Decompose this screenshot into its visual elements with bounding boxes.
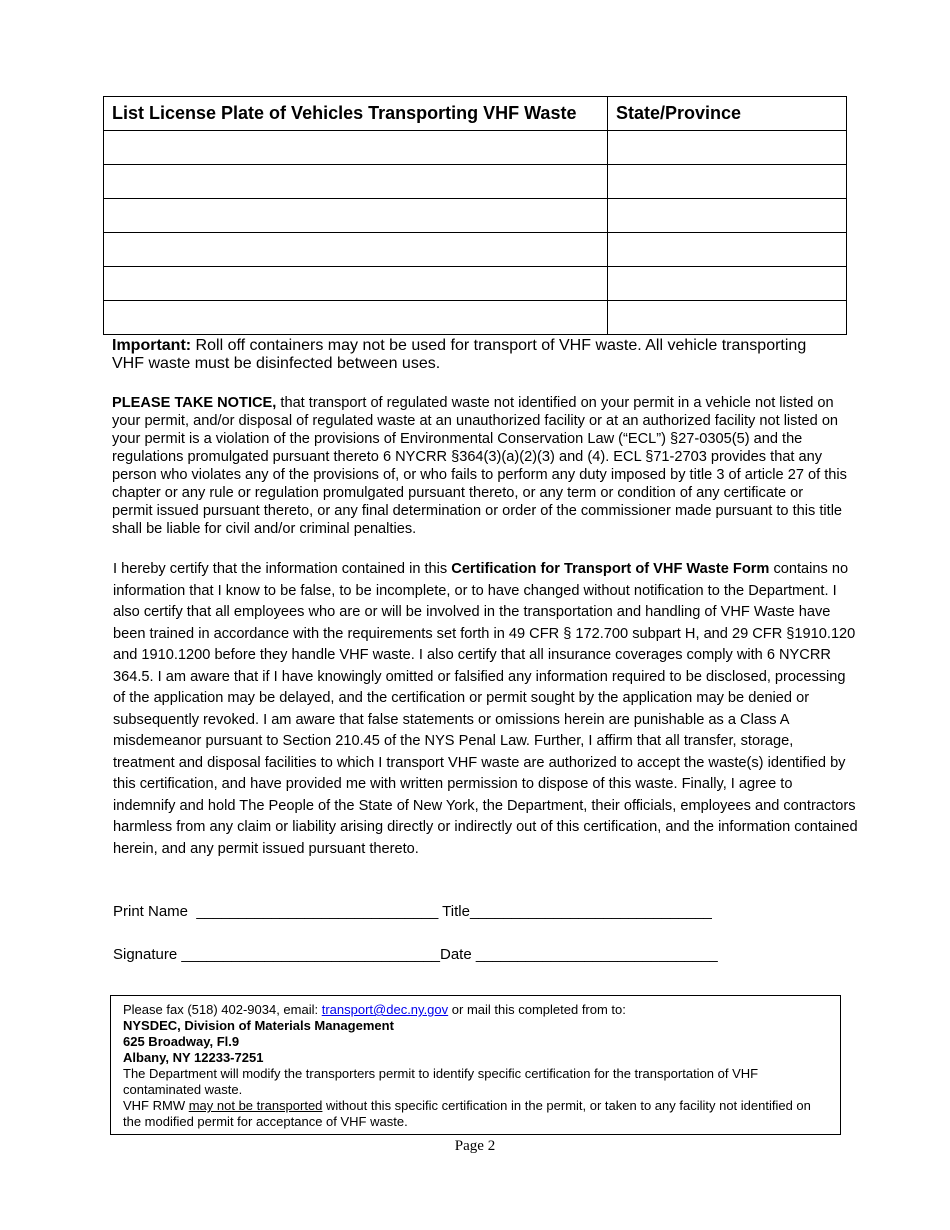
- org-name: [123, 1018, 828, 1034]
- contact-intro-text: Please fax (518) 402-9034, email:: [123, 1002, 322, 1017]
- important-note: [112, 337, 812, 373]
- table-row: [104, 131, 847, 165]
- contact-intro-end: or mail this completed from to:: [448, 1002, 626, 1017]
- print-name-title-line[interactable]: Print Name _____________________________ Title_____________________________: [113, 903, 712, 920]
- rmw-text: [123, 1098, 828, 1130]
- rmw-post: without this specific certification in the permit, or taken to any facility not identified on the modified permit for acceptance of VHF waste.: [123, 1098, 811, 1129]
- important-text: Roll off containers may not be used for transport of VHF waste. All vehicle transporting VHF waste must be disinfected between uses.: [112, 337, 807, 372]
- certification-paragraph: [113, 559, 858, 860]
- license-plate-table: [103, 96, 847, 335]
- state-province-cell[interactable]: [608, 267, 847, 301]
- state-province-header: State/Province: [608, 97, 847, 131]
- license-plate-cell[interactable]: [104, 301, 608, 335]
- contact-intro: [123, 1002, 828, 1018]
- license-plate-cell[interactable]: [104, 199, 608, 233]
- notice-lead: PLEASE TAKE NOTICE,: [112, 395, 277, 411]
- table-row: [104, 165, 847, 199]
- rmw-pre: VHF RMW: [123, 1098, 189, 1113]
- city-address: [123, 1050, 828, 1066]
- certification-pre: I hereby certify that the information contained in this: [113, 561, 452, 577]
- license-plate-cell[interactable]: [104, 165, 608, 199]
- license-plate-header: List License Plate of Vehicles Transporting VHF Waste: [104, 97, 608, 131]
- email-link[interactable]: transport@dec.ny.gov: [321, 1002, 449, 1017]
- state-province-cell[interactable]: [608, 165, 847, 199]
- license-plate-cell[interactable]: [104, 267, 608, 301]
- table-row: [104, 301, 847, 335]
- street-address: [123, 1034, 828, 1050]
- state-province-cell[interactable]: [608, 131, 847, 165]
- state-province-cell[interactable]: [608, 301, 847, 335]
- table-row: [104, 267, 847, 301]
- org-name-text: NYSDEC, Division of Materials Management: [123, 1018, 394, 1033]
- modify-text: The Department will modify the transporters permit to identify specific certification for the transportation of VHF contaminated waste.: [123, 1066, 759, 1097]
- city-address-text: Albany, NY 12233-7251: [123, 1050, 264, 1065]
- street-address-text: 625 Broadway, Fl.9: [123, 1034, 240, 1049]
- contact-box: [110, 995, 841, 1135]
- state-province-cell[interactable]: [608, 199, 847, 233]
- license-plate-cell[interactable]: [104, 131, 608, 165]
- rmw-underlined: may not be transported: [188, 1098, 323, 1113]
- notice-paragraph: [112, 394, 847, 538]
- important-label: Important:: [112, 337, 192, 354]
- state-province-cell[interactable]: [608, 233, 847, 267]
- license-plate-cell[interactable]: [104, 233, 608, 267]
- certification-form-name: Certification for Transport of VHF Waste Form: [451, 561, 770, 577]
- table-row: [104, 199, 847, 233]
- page-number: Page 2: [454, 1138, 496, 1154]
- table-row: [104, 233, 847, 267]
- table-header-row: [104, 97, 847, 131]
- certification-post: contains no information that I know to be false, to be incomplete, or to have changed without notification to the Department. I also certify that all employees who are or will be involved in the transportation and handling of VHF Waste have been trained in accordance with the requirements set forth in 49 CFR § 172.700 subpart H, and 29 CFR §1910.120 and 1910.1200 before they handle VHF waste. I also certify that all insurance coverages comply with 6 NYCRR 364.5. I am aware that if I have knowingly omitted or falsified any information required to be disclosed, processing of the application may be delayed, and the certification or permit sought by the application may be denied or subsequently revoked. I am aware that false statements or omissions herein are punishable as a Class A misdemeanor pursuant to Section 210.45 of the NYS Penal Law. Further, I affirm that all transfer, storage, treatment and disposal facilities to which I transport VHF waste are authorized to accept the waste(s) identified by this certification, and have provided me with written permission to dispose of this waste. Finally, I agree to indemnify and hold The People of the State of New York, the Department, their officials, employees and contractors harmless from any claim or liability arising directly or indirectly out of this certification, and the information contained herein, and any permit issued pursuant thereto.: [113, 561, 858, 857]
- signature-date-line[interactable]: Signature _______________________________Date _____________________________: [113, 946, 718, 963]
- notice-text: that transport of regulated waste not identified on your permit in a vehicle not listed on your permit, and/or disposal of regulated waste at an unauthorized facility or at an authorized facility not listed on your permit is a violation of the provisions of Environmental Conservation Law (“ECL”) §27-0305(5) and the regulations promulgated pursuant thereto 6 NYCRR §364(3)(a)(2)(3) and (4). ECL §71-2703 provides that any person who violates any of the provisions of, or who fails to perform any duty imposed by title 3 of article 27 of this chapter or any rule or regulation promulgated pursuant thereto, or any term or condition of any certificate or permit issued pursuant thereto, or any final determination or order of the commissioner made pursuant to this title shall be liable for civil and/or criminal penalties.: [112, 395, 847, 537]
